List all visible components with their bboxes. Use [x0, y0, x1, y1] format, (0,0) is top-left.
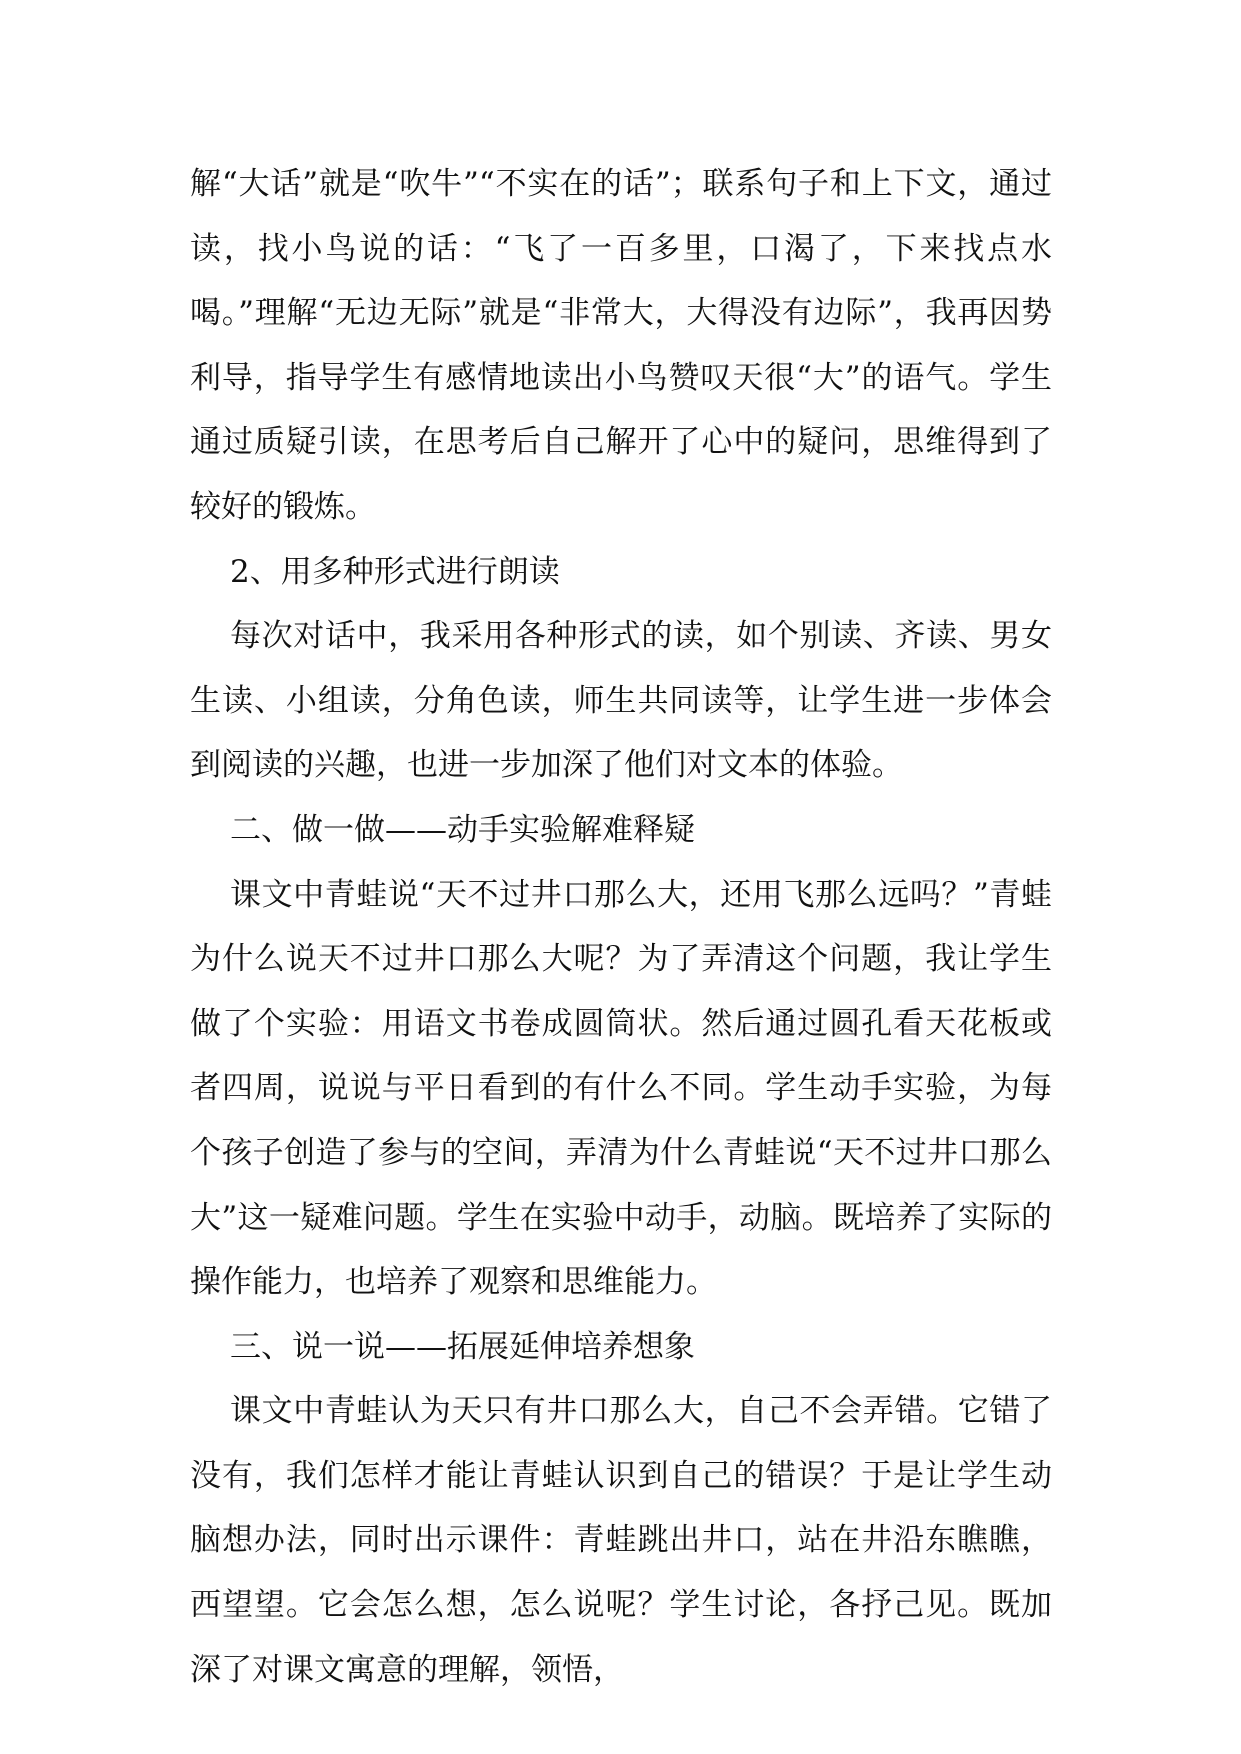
section-heading-experiment: 二、做一做——动手实验解难释疑: [230, 811, 695, 848]
paragraph-3: 课文中青蛙说“天不过井口那么大，还用飞那么远吗？”青蛙为什么说天不过井口那么大呢？为了弄清这个问题，我让学生做了个实验：用语文书卷成圆筒状。然后通过圆孔看天花板或者四周，说说与平日看到的有什么不同。学生动手实验，为每个孩子创造了参与的空间，弄清为什么青蛙说“天不过井口那么大”这一疑难问题。学生在实验中动手，动脑。既培养了实际的操作能力，也培养了观察和思维能力。: [190, 876, 1052, 1301]
paragraph-4: 课文中青蛙认为天只有井口那么大，自己不会弄错。它错了没有，我们怎样才能让青蛙认识到自己的错误？于是让学生动脑想办法，同时出示课件：青蛙跳出井口，站在井沿东瞧瞧，西望望。它会怎么想，怎么说呢？学生讨论，各抒己见。既加深了对课文寓意的理解，领悟，: [190, 1393, 1052, 1688]
paragraph-1: 解“大话”就是“吹牛”“不实在的话”；联系句子和上下文，通过读，找小鸟说的话：“飞了一百多里，口渴了，下来找点水喝。”理解“无边无际”就是“非常大，大得没有边际”，我再因势利导，指导学生有感情地读出小鸟赞叹天很“大”的语气。学生通过质疑引读，在思考后自己解开了心中的疑问，思维得到了较好的锻炼。: [190, 166, 1052, 525]
section-heading-imagination: 三、说一说——拓展延伸培养想象: [230, 1328, 695, 1365]
paragraph-2: 每次对话中，我采用各种形式的读，如个别读、齐读、男女生读、小组读，分角色读，师生共同读等，让学生进一步体会到阅读的兴趣，也进一步加深了他们对文本的体验。: [190, 618, 1052, 784]
document-body: [190, 152, 1052, 1702]
subheading-reading-forms: 2、用多种形式进行朗读: [230, 553, 560, 590]
